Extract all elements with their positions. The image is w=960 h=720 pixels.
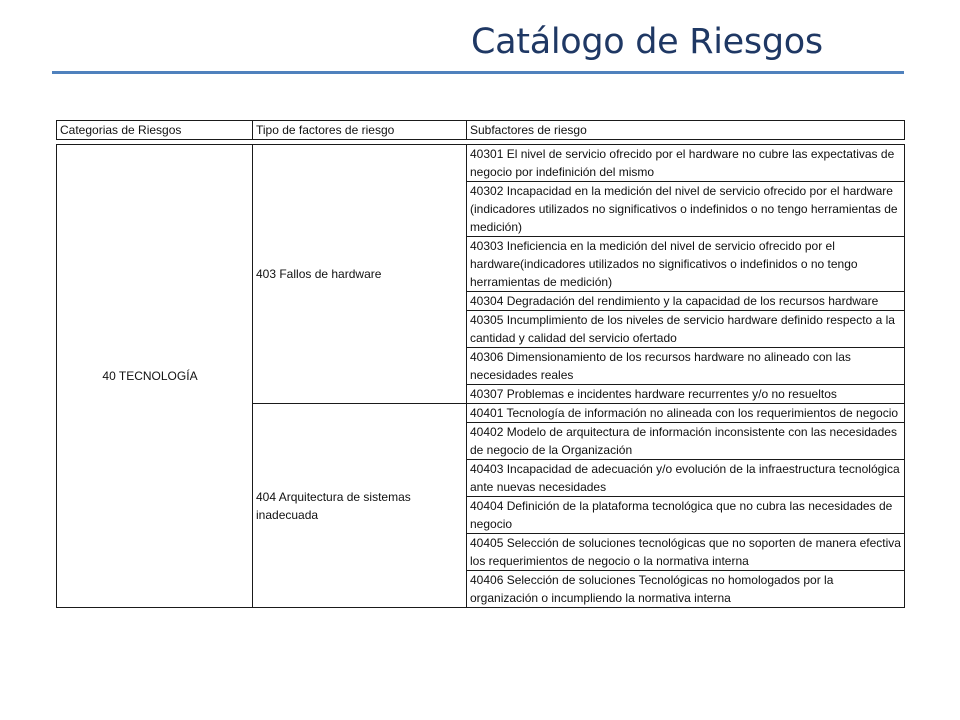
subfactor-cell: 40306 Dimensionamiento de los recursos hardware no alineado con las necesidades reales bbox=[467, 348, 905, 385]
subfactor-cell: 40406 Selección de soluciones Tecnológicas no homologados por la organización o incumpliendo la normativa interna bbox=[467, 571, 905, 608]
subfactor-cell: 40405 Selección de soluciones tecnológicas que no soporten de manera efectiva los requerimientos de negocio o la normativa interna bbox=[467, 534, 905, 571]
slide-title: Catálogo de Riesgos bbox=[471, 22, 823, 62]
table-row bbox=[57, 145, 905, 182]
subfactor-cell: 40404 Definición de la plataforma tecnológica que no cubra las necesidades de negocio bbox=[467, 497, 905, 534]
subfactor-cell: 40302 Incapacidad en la medición del nivel de servicio ofrecido por el hardware (indicadores utilizados no significativos o indefinidos o no tengo herramientas de medición) bbox=[467, 182, 905, 237]
category-cell: 40 TECNOLOGÍA bbox=[57, 145, 253, 608]
header-subfactors: Subfactores de riesgo bbox=[467, 121, 905, 140]
header-category: Categorias de Riesgos bbox=[57, 121, 253, 140]
risk-type-label: 403 Fallos de hardware bbox=[256, 267, 382, 281]
subfactor-cell: 40402 Modelo de arquitectura de información inconsistente con las necesidades de negocio de la Organización bbox=[467, 423, 905, 460]
header-type: Tipo de factores de riesgo bbox=[253, 121, 467, 140]
subfactor-cell: 40307 Problemas e incidentes hardware recurrentes y/o no resueltos bbox=[467, 385, 905, 404]
risk-type-label: 404 Arquitectura de sistemas inadecuada bbox=[256, 489, 411, 522]
subfactor-cell: 40403 Incapacidad de adecuación y/o evolución de la infraestructura tecnológica ante nuevas necesidades bbox=[467, 460, 905, 497]
risk-type-cell bbox=[253, 145, 467, 404]
subfactor-cell: 40303 Ineficiencia en la medición del nivel de servicio ofrecido por el hardware(indicadores utilizados no significativos o indefinidos o no tengo herramientas de medición) bbox=[467, 237, 905, 292]
title-underline bbox=[52, 71, 904, 74]
subfactor-cell: 40401 Tecnología de información no alineada con los requerimientos de negocio bbox=[467, 404, 905, 423]
subfactor-cell: 40304 Degradación del rendimiento y la capacidad de los recursos hardware bbox=[467, 292, 905, 311]
risk-type-cell bbox=[253, 404, 467, 608]
catalog-table bbox=[56, 144, 905, 608]
catalog-header-table bbox=[56, 120, 905, 140]
header-row bbox=[57, 121, 905, 140]
subfactor-cell: 40305 Incumplimiento de los niveles de servicio hardware definido respecto a la cantidad y calidad del servicio ofertado bbox=[467, 311, 905, 348]
subfactor-cell: 40301 El nivel de servicio ofrecido por el hardware no cubre las expectativas de negocio por indefinición del mismo bbox=[467, 145, 905, 182]
